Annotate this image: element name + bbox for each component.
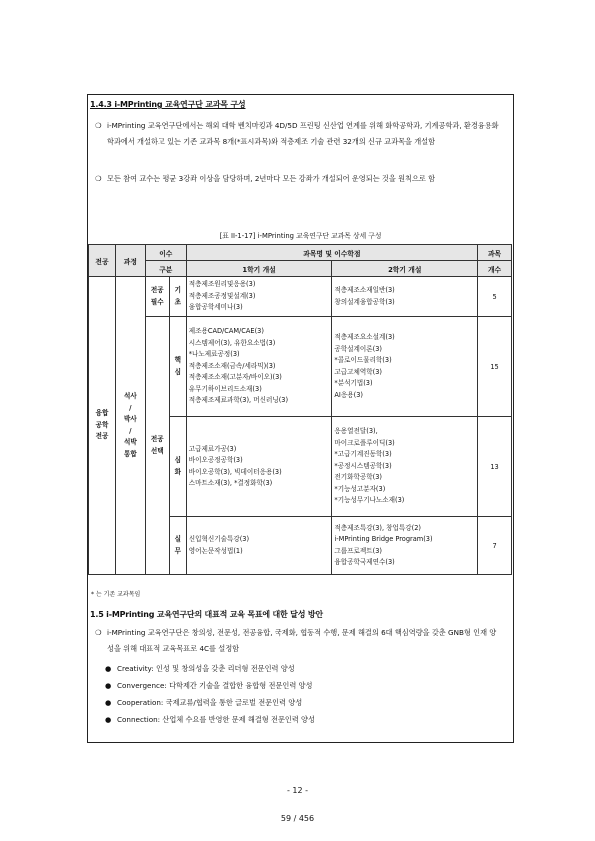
header-major: 전공 — [89, 245, 116, 277]
required-cell: 전공 필수 — [145, 277, 169, 317]
list-item: ● Convergence: 다학제간 기술을 결합한 융합형 전문인력 양성 — [105, 677, 315, 694]
header-subject-group: 과목명 및 이수학점 — [186, 245, 477, 261]
paragraph-text: i-MPrinting 교육연구단에서는 해외 대학 벤치마킹과 4D/5D 프린팅 신산업 연계를 위해 화학공학과, 기계공학과, 환경융용화학과에서 개설하고 있는 기존 교과목 8개(*표시과목)와 적층제조 기술 관련 32개의 신규 교과목을 개설함 — [107, 121, 499, 146]
course-cell: 석사 / 박사 / 석박 통합 — [115, 277, 145, 575]
count-cell: 13 — [478, 417, 512, 517]
list-item: ● Creativity: 인성 및 창의성을 갖춘 리더형 전문인력 양성 — [105, 660, 315, 677]
list-item: ● Cooperation: 국제교류/협력을 통한 글로벌 전문인력 양성 — [105, 694, 315, 711]
bullet-dot-icon: ● — [105, 681, 112, 690]
paragraph-1 — [95, 118, 507, 149]
bullet-dot-icon: ● — [105, 664, 112, 673]
sem2-cell: 응용열전달(3), 마이크로플루이딕(3) *고급기계진동학(3) *공정시스템공학(3) 전기화학공학(3) *기능성고분자(3) *기능성무기나노소재(3) — [332, 417, 478, 517]
section-title-1-5: 1.5 i-MPrinting 교육연구단의 대표적 교육 목표에 대한 달성 방안 — [90, 610, 323, 619]
category-cell: 실 무 — [169, 517, 186, 575]
circle-bullet-icon: ❍ — [95, 121, 102, 130]
count-cell: 5 — [478, 277, 512, 317]
count-cell: 15 — [478, 317, 512, 417]
count-cell: 7 — [478, 517, 512, 575]
table-note: * 는 기존 교과목임 — [91, 591, 141, 598]
sem1-cell: 고급제료가공(3) 바이오공정공학(3) 바이오공학(3), 빅데이터응용(3) 스마트소재(3), *결정화학(3) — [186, 417, 332, 517]
circle-bullet-icon: ❍ — [95, 174, 102, 183]
page-number: - 12 - — [286, 786, 309, 795]
header-count: 과목 — [478, 245, 512, 261]
bullet-dot-icon: ● — [105, 715, 112, 724]
category-cell: 심 화 — [169, 417, 186, 517]
header-isu-sub: 구분 — [145, 261, 186, 277]
sem1-cell: 적층제조원리및응용(3) 적층제조공정및설계(3) 융합공학세미나(3) — [186, 277, 332, 317]
paragraph-3 — [95, 625, 507, 656]
section-title-1-4-3: 1.4.3 i-MPrinting 교육연구단 교과목 구성 — [90, 100, 246, 109]
table-row — [89, 317, 512, 417]
sem1-cell: 신입혁신기술특강(3) 영어논문작성법(1) — [186, 517, 332, 575]
header-sem1: 1학기 개설 — [186, 261, 332, 277]
table-caption: [표 II-1-17] i-MPrinting 교육연구단 교과목 상세 구성 — [219, 232, 382, 240]
header-isu: 이수 — [145, 245, 186, 261]
page-counter: 59 / 456 — [280, 814, 315, 823]
sem2-cell: 적층제조특강(3), 창업특강(2) i-MPrinting Bridge Program(3) 그룹프로젝트(3) 융합공학국제연수(3) — [332, 517, 478, 575]
table-row — [89, 277, 512, 317]
header-course: 과정 — [115, 245, 145, 277]
goal-list — [105, 660, 315, 728]
elective-cell: 전공 선택 — [145, 317, 169, 575]
major-cell: 융합 공학 전공 — [89, 277, 116, 575]
category-cell: 핵 심 — [169, 317, 186, 417]
header-count-sub: 개수 — [478, 261, 512, 277]
curriculum-table — [88, 244, 512, 575]
paragraph-2 — [95, 171, 507, 187]
header-sem2: 2학기 개설 — [332, 261, 478, 277]
paragraph-text: i-MPrinting 교육연구단은 창의성, 전문성, 전공융합, 국제화, 협동적 수행, 문제 해결의 6대 핵심역량을 갖춘 GNB형 인재 양성을 위해 대표적 교육목표로 4C를 설정함 — [107, 628, 497, 653]
sem1-cell: 제조용CAD/CAM/CAE(3) 시스템제어(3), 유한요소법(3) *나노제료공정(3) 적층제조소재(금속/세라믹)(3) 적층제조소재(고분자/바이오)(3) 유무기하이브리드소재(3) 적층제조제료과학(3), 머신러닝(3) — [186, 317, 332, 417]
sem2-cell: 적층제조요소설계(3) 공학설계이론(3) *콜로이드물리학(3) 고급고체역학(3) *분석기법(3) AI응용(3) — [332, 317, 478, 417]
list-item: ● Connection: 산업체 수요를 반영한 문제 해결형 전문인력 양성 — [105, 711, 315, 728]
paragraph-text: 모든 참여 교수는 평균 3강좌 이상을 담당하며, 2년마다 모든 강좌가 개설되어 운영되는 것을 원칙으로 함 — [107, 174, 436, 183]
circle-bullet-icon: ❍ — [95, 628, 102, 637]
bullet-dot-icon: ● — [105, 698, 112, 707]
category-cell: 기 초 — [169, 277, 186, 317]
sem2-cell: 적층제조소재일반(3) 창의설계융합공학(3) — [332, 277, 478, 317]
